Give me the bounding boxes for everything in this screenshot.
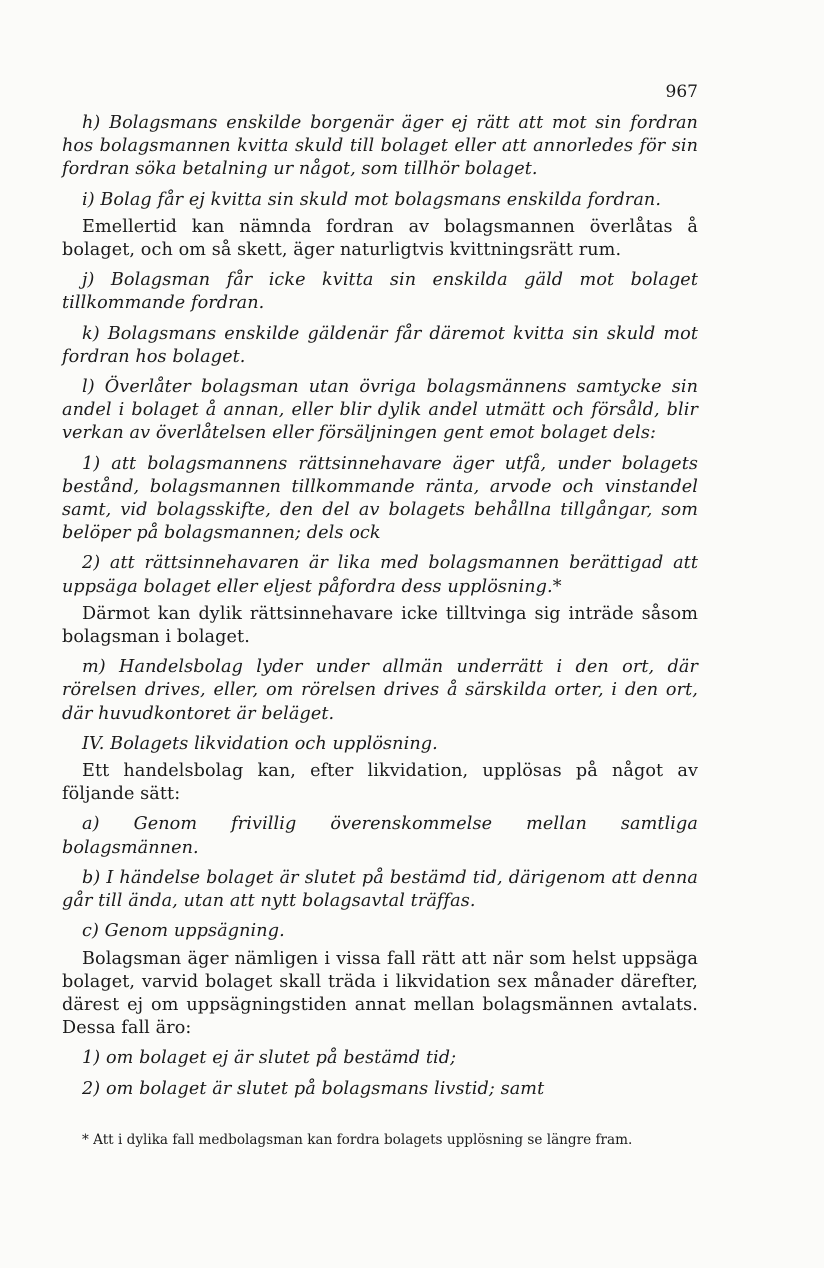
paragraph-k: k) Bolagsmans enskilde gäldenär får däremot kvitta sin skuld mot fordran hos bolaget. [62,323,698,367]
paragraph-c-continuation: Bolagsman äger nämligen i vissa fall rätt att när som helst uppsäga bolaget, varvid bolaget skall träda i likvidation sex månader därefter, därest ej om uppsägningstiden annat mellan bolagsmännen avtalats. Dessa fall äro: [62,948,698,1039]
body-text [62,112,698,1108]
paragraph-c-1: 1) om bolaget ej är slutet på bestämd tid; [82,1048,457,1069]
section-heading-iv: IV. Bolagets likvidation och upplösning. [82,733,438,754]
paragraph-l-2: 2) att rättsinnehavaren är lika med bolagsmannen berättigad att uppsäga bolaget eller eljest påfordra dess upplösning.* [62,553,698,597]
page-number: 967 [665,82,698,102]
paragraph-m: m) Handelsbolag lyder under allmän underrätt i den ort, där rörelsen drives, eller, om rörelsen drives å särskilda orter, i den ort, där huvudkontoret är beläget. [62,657,698,724]
footnote: * Att i dylika fall medbolagsman kan fordra bolagets upplösning se längre fram. [82,1132,633,1148]
paragraph-h: h) Bolagsmans enskilde borgenär äger ej rätt att mot sin fordran hos bolagsmannen kvitta skuld till bolaget eller att annorledes för sin fordran söka betalning ur något, som tillhör bolaget. [62,113,698,180]
paragraph-l-continuation: Därmot kan dylik rättsinnehavare icke tilltvinga sig inträde såsom bolagsman i bolaget. [62,603,698,648]
paragraph-c-2: 2) om bolaget är slutet på bolagsmans livstid; samt [82,1078,545,1099]
paragraph-b: b) I händelse bolaget är slutet på bestämd tid, därigenom att denna går till ända, utan att nytt bolagsavtal träffas. [62,867,698,912]
paragraph-a: a) Genom frivillig överenskommelse mellan samtliga bolagsmännen. [62,814,698,858]
paragraph-i: i) Bolag får ej kvitta sin skuld mot bolagsmans enskilda fordran. [82,189,662,210]
paragraph-l-1: 1) att bolagsmannens rättsinnehavare äger utfå, under bolagets bestånd, bolagsmannen tillkommande ränta, arvode och vinstandel samt, vid bolagsskifte, den del av bolagets behållna tillgångar, som belöper på bolagsmannen; dels ock [62,453,698,544]
paragraph-l: l) Överlåter bolagsman utan övriga bolagsmännens samtycke sin andel i bolaget å annan, eller blir dylik andel utmätt och försåld, blir verkan av överlåtelsen eller försäljningen gent emot bolaget dels: [62,377,698,444]
paragraph-i-continuation: Emellertid kan nämnda fordran av bolagsmannen överlåtas å bolaget, och om så skett, äger naturligtvis kvittningsrätt rum. [62,216,698,261]
paragraph-c: c) Genom uppsägning. [82,921,285,942]
paragraph-j: j) Bolagsman får icke kvitta sin enskilda gäld mot bolaget tillkommande fordran. [62,270,698,314]
section-iv-intro: Ett handelsbolag kan, efter likvidation, upplösas på något av följande sätt: [62,761,698,805]
